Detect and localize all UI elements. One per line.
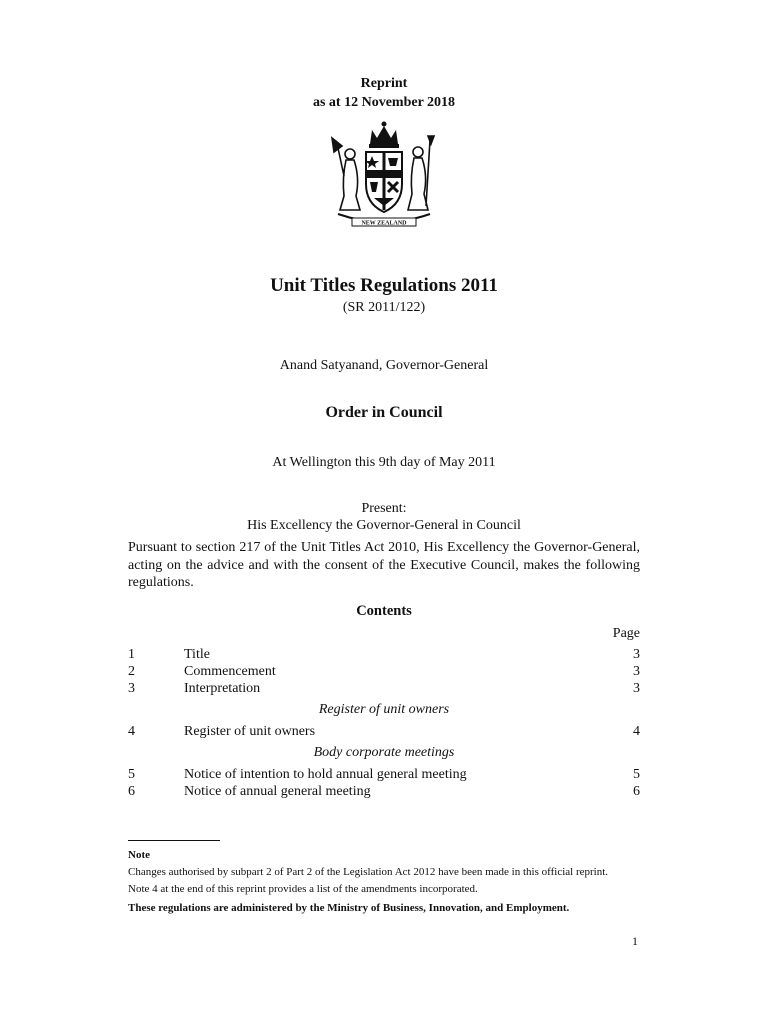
toc-page: 4 [633, 724, 640, 739]
reprint-header [0, 74, 768, 112]
present-label: Present: [361, 501, 407, 516]
order-in-council-heading: Order in Council [325, 404, 443, 421]
toc-number: 5 [128, 767, 135, 782]
toc-row[interactable] [128, 664, 640, 681]
reprint-label: Reprint [360, 76, 408, 91]
at-wellington: At Wellington this 9th day of May 2011 [272, 455, 496, 470]
toc-number: 3 [128, 681, 135, 696]
page-number: 1 [632, 934, 638, 948]
toc-number: 4 [128, 724, 135, 739]
governor-general: Anand Satyanand, Governor-General [279, 358, 489, 373]
toc-number: 6 [128, 784, 135, 799]
contents-heading: Contents [356, 603, 412, 619]
toc-row[interactable] [128, 681, 640, 698]
toc-page: 6 [633, 784, 640, 799]
toc-page: 3 [633, 664, 640, 679]
present-who: His Excellency the Governor-General in Council [247, 518, 521, 533]
toc-number: 2 [128, 664, 135, 679]
crest-banner-text: NEW ZEALAND [361, 220, 407, 227]
toc-title[interactable]: Interpretation [184, 681, 261, 696]
enacting-paragraph: Pursuant to section 217 of the Unit Titles Act 2010, His Excellency the Governor-General, acting on the advice and with the consent of the Executive Council, makes the following regulations. [128, 540, 640, 590]
document-title: Unit Titles Regulations 2011 [270, 275, 498, 296]
toc-page: 5 [633, 767, 640, 782]
toc-title[interactable]: Notice of annual general meeting [184, 784, 371, 799]
reprint-date: as at 12 November 2018 [312, 95, 456, 110]
toc-title[interactable]: Notice of intention to hold annual general meeting [184, 767, 467, 782]
toc-title[interactable]: Register of unit owners [184, 724, 316, 739]
footnote-rule [128, 840, 220, 841]
contents-page-label: Page [612, 626, 640, 641]
toc-row[interactable] [128, 724, 640, 741]
toc-row[interactable] [128, 647, 640, 664]
note-line-1: Changes authorised by subpart 2 of Part 2 of the Legislation Act 2012 have been made in this official reprint. [128, 866, 609, 878]
sr-number: (SR 2011/122) [342, 300, 426, 315]
toc-group-heading: Register of unit owners [318, 702, 450, 717]
toc-row[interactable] [128, 767, 640, 784]
toc-page: 3 [633, 647, 640, 662]
toc-title[interactable]: Title [184, 647, 210, 662]
new-zealand-coat-of-arms-icon [318, 118, 450, 232]
note-heading: Note [128, 849, 150, 861]
note-line-2: Note 4 at the end of this reprint provides a list of the amendments incorporated. [128, 883, 478, 895]
toc-number: 1 [128, 647, 135, 662]
toc-row[interactable] [128, 784, 640, 801]
toc-page: 3 [633, 681, 640, 696]
toc-title[interactable]: Commencement [184, 664, 276, 679]
present-block [0, 500, 768, 534]
toc-group-heading: Body corporate meetings [313, 745, 455, 760]
note-line-3: These regulations are administered by the Ministry of Business, Innovation, and Employment. [128, 902, 570, 914]
